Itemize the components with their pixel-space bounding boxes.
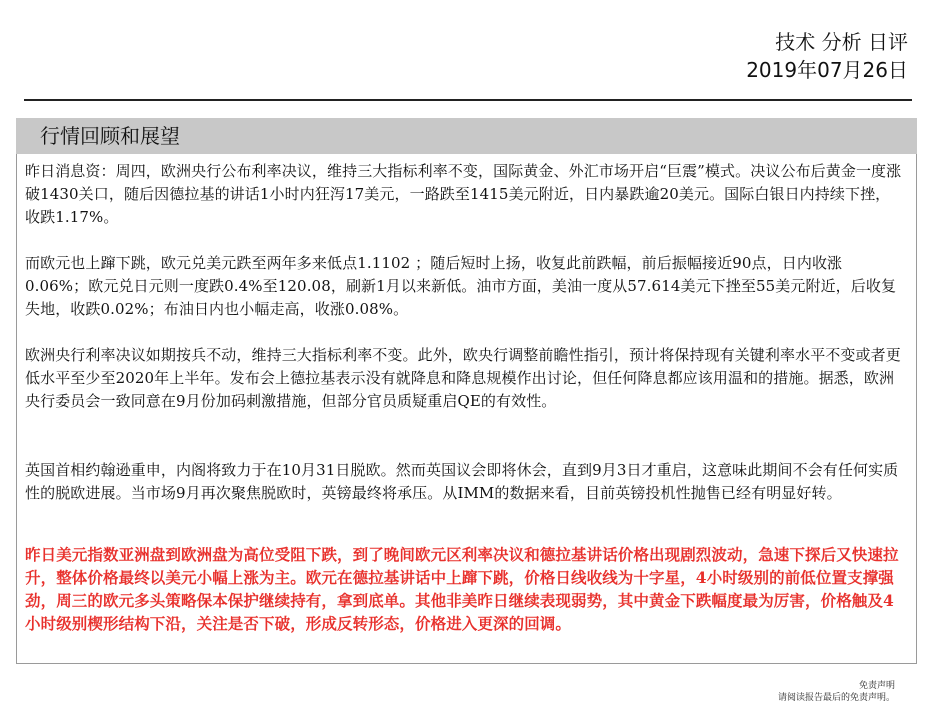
header-divider xyxy=(24,99,912,101)
paragraph-news-summary: 昨日消息资：周四，欧洲央行公布利率决议，维持三大指标利率不变，国际黄金、外汇市场开启“巨震”模式。决议公布后黄金一度涨破1430关口，随后因德拉基的讲话1小时内狂泻17美元，一路跌至1415美元附近，日内暴跌逾20美元。国际白银日内持续下挫，收跌1.17%。 xyxy=(25,162,902,226)
report-header xyxy=(746,28,908,84)
report-title: 技术 分析 日评 xyxy=(775,30,908,54)
section-header xyxy=(16,118,917,154)
paragraph-euro-oil: 而欧元也上蹿下跳，欧元兑美元跌至两年多来低点1.1102 ；随后短时上扬，收复此前跌幅，前后振幅接近90点，日内收涨0.06%；欧元兑日元则一度跌0.4%至120.08，刷新1月以来新低。油市方面，美油一度从57.614美元下挫至55美元附近，后收复失地，收跌0.02%；布油日内也小幅走高，收涨0.08%。 xyxy=(25,254,897,318)
disclaimer-title: 免责声明 xyxy=(858,681,895,691)
paragraph-technical-outlook: 昨日美元指数亚洲盘到欧洲盘为高位受阻下跌，到了晚间欧元区利率决议和德拉基讲话价格出现剧烈波动，急速下探后又快速拉升，整体价格最终以美元小幅上涨为主。欧元在德拉基讲话中上蹿下跳，价格日线收线为十字星，4小时级别的前低位置支撑强劲，周三的欧元多头策略保本保护继续持有，拿到底单。其他非美昨日继续表现弱势，其中黄金下跌幅度最为厉害，价格触及4小时级别楔形结构下沿，关注是否下破，形成反转形态，价格进入更深的回调。 xyxy=(25,545,899,633)
disclaimer-note: 请阅读报告最后的免责声明。 xyxy=(777,693,895,703)
section-title: 行情回顾和展望 xyxy=(40,124,180,148)
paragraph-brexit: 英国首相约翰逊重申，内阁将致力于在10月31日脱欧。然而英国议会即将休会，直到9月3日才重启，这意味此期间不会有任何实质性的脱欧进展。当市场9月再次聚焦脱欧时，英镑最终将承压。从IMM的数据来看，目前英镑投机性抛售已经有明显好转。 xyxy=(25,461,899,502)
content-box xyxy=(16,154,917,664)
report-date: 2019年07月26日 xyxy=(746,58,908,82)
disclaimer-footer xyxy=(778,680,895,704)
paragraph-ecb-decision: 欧洲央行利率决议如期按兵不动，维持三大指标利率不变。此外，欧央行调整前瞻性指引，预计将保持现有关键利率水平不变或者更低水平至少至2020年上半年。发布会上德拉基表示没有就降息和降息规模作出讨论，但任何降息都应该用温和的措施。据悉，欧洲央行委员会一致同意在9月份加码刺激措施，但部分官员质疑重启QE的有效性。 xyxy=(25,346,901,410)
